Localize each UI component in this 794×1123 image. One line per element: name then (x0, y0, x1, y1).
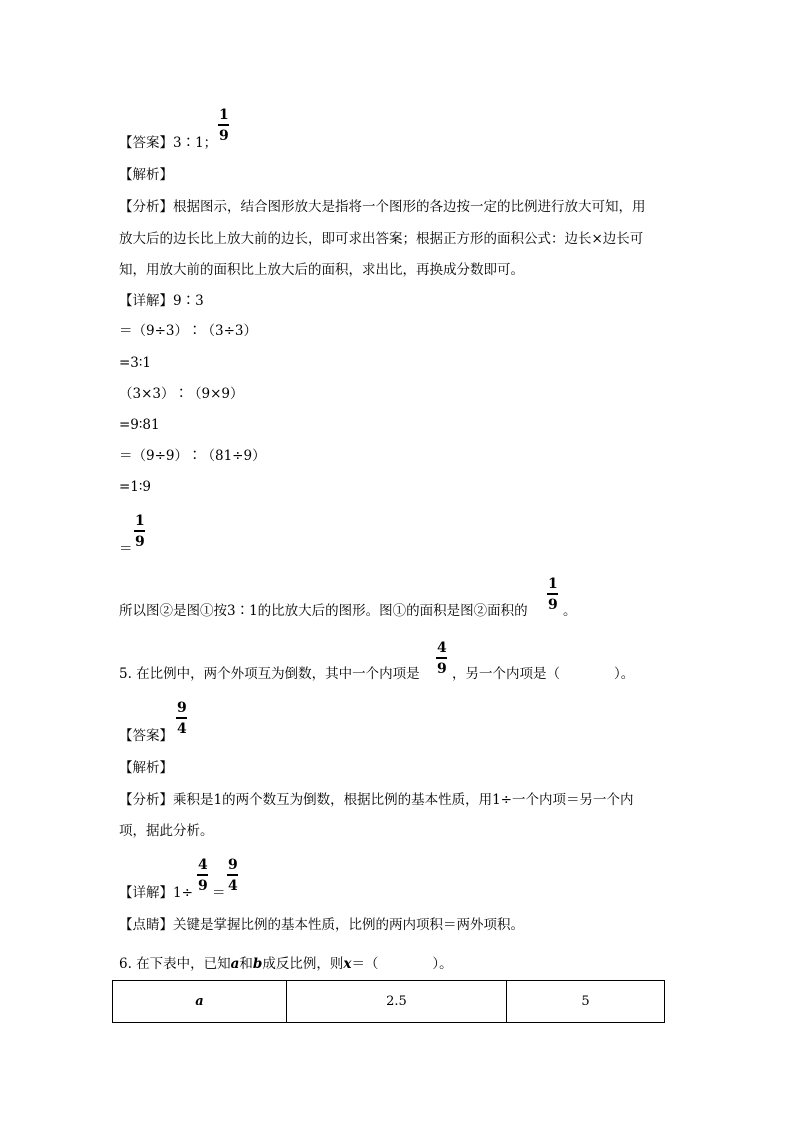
fraction-bar (197, 874, 208, 876)
q6-var-x: x (343, 956, 352, 972)
q4-step-6: =1∶9 (119, 479, 152, 495)
fraction-numerator: 9 (177, 700, 187, 716)
fraction-denominator: 9 (219, 127, 229, 144)
fraction-bar (227, 874, 238, 876)
q5-fenxi-line-2: 项，据此分析。 (119, 823, 214, 839)
q5-detail-equals: ＝ (212, 885, 226, 901)
q5-detail-fraction-2 (227, 857, 239, 894)
fraction-bar (547, 593, 558, 595)
fraction-denominator: 4 (228, 877, 238, 894)
q5-question-fraction (436, 640, 448, 677)
q4-answer-label: 【答案】3∶1； (119, 135, 218, 151)
q4-fenxi-line-2: 放大后的边长比上放大前的边长，即可求出答案；根据正方形的面积公式：边长×边长可 (119, 231, 644, 247)
fraction-bar (176, 717, 187, 719)
q6-question-and: 和 (239, 956, 253, 972)
q4-step-5: ＝（9÷9）∶（81÷9） (119, 448, 266, 464)
fraction-denominator: 4 (177, 720, 187, 737)
q6-question-post: ＝（ ）。 (351, 956, 453, 972)
q4-eq-prefix: ＝ (119, 541, 133, 557)
q6-var-a: a (230, 956, 240, 972)
fraction-numerator: 9 (228, 857, 238, 873)
q5-dianjing: 【点睛】关键是掌握比例的基本性质，比例的两内项积＝两外项积。 (119, 917, 524, 933)
q5-answer-label: 【答案】 (119, 728, 173, 744)
q5-fenxi-line-1: 【分析】乘积是1的两个数互为倒数，根据比例的基本性质，用1÷一个内项＝另一个内 (119, 792, 634, 808)
fraction-denominator: 9 (198, 877, 208, 894)
q4-step-1: ＝（9÷3）∶（3÷3） (119, 323, 257, 339)
fraction-bar (218, 124, 229, 126)
q4-answer-line (119, 134, 217, 152)
fraction-numerator: 4 (437, 640, 447, 656)
q4-answer-fraction (218, 107, 230, 144)
fraction-bar (436, 657, 447, 659)
q6-question-mid: 成反比例，则 (262, 956, 344, 972)
q6-question (119, 955, 453, 973)
fraction-denominator: 9 (135, 533, 145, 550)
fraction-denominator: 9 (437, 660, 447, 677)
q4-step-2: =3∶1 (119, 355, 152, 371)
q5-analysis-label: 【解析】 (119, 760, 173, 776)
q4-fenxi-line-1: 【分析】根据图示，结合图形放大是指将一个图形的各边按一定的比例进行放大可知，用 (119, 199, 646, 215)
fraction-numerator: 1 (219, 107, 229, 123)
q4-analysis-label: 【解析】 (119, 167, 173, 183)
q5-detail-fraction-1 (197, 857, 209, 894)
q4-step-4: =9∶81 (119, 417, 160, 433)
table-row (113, 981, 665, 1023)
fraction-numerator: 1 (548, 576, 558, 592)
fraction-bar (134, 530, 145, 532)
fraction-numerator: 4 (198, 857, 208, 873)
q5-answer-fraction (176, 700, 188, 737)
q5-question-pre: 5. 在比例中，两个外项互为倒数，其中一个内项是 (119, 666, 420, 682)
q6-var-b: b (252, 956, 263, 972)
q4-conclusion: 所以图②是图①按3∶1的比放大后的图形。图①的面积是图②面积的 (119, 603, 528, 619)
table-cell-header: a (113, 981, 287, 1023)
fraction-numerator: 1 (135, 513, 145, 529)
q6-question-pre: 6. 在下表中，已知 (119, 956, 231, 972)
fraction-denominator: 9 (548, 596, 558, 613)
q4-detail-label: 【详解】9∶3 (119, 293, 204, 309)
q5-question-post: ，另一个内项是（ ）。 (452, 666, 635, 682)
q4-eq-fraction (134, 513, 146, 550)
table-cell: 5 (507, 981, 665, 1023)
q4-conclusion-end: 。 (563, 603, 577, 619)
q5-detail-label: 【详解】1÷ (119, 885, 193, 901)
q4-conclusion-fraction (547, 576, 559, 613)
table-cell: 2.5 (287, 981, 507, 1023)
q4-step-3: （3×3）∶（9×9） (119, 386, 244, 402)
q4-fenxi-line-3: 知，用放大前的面积比上放大后的面积，求出比，再换成分数即可。 (119, 262, 524, 278)
q6-table (112, 980, 665, 1023)
